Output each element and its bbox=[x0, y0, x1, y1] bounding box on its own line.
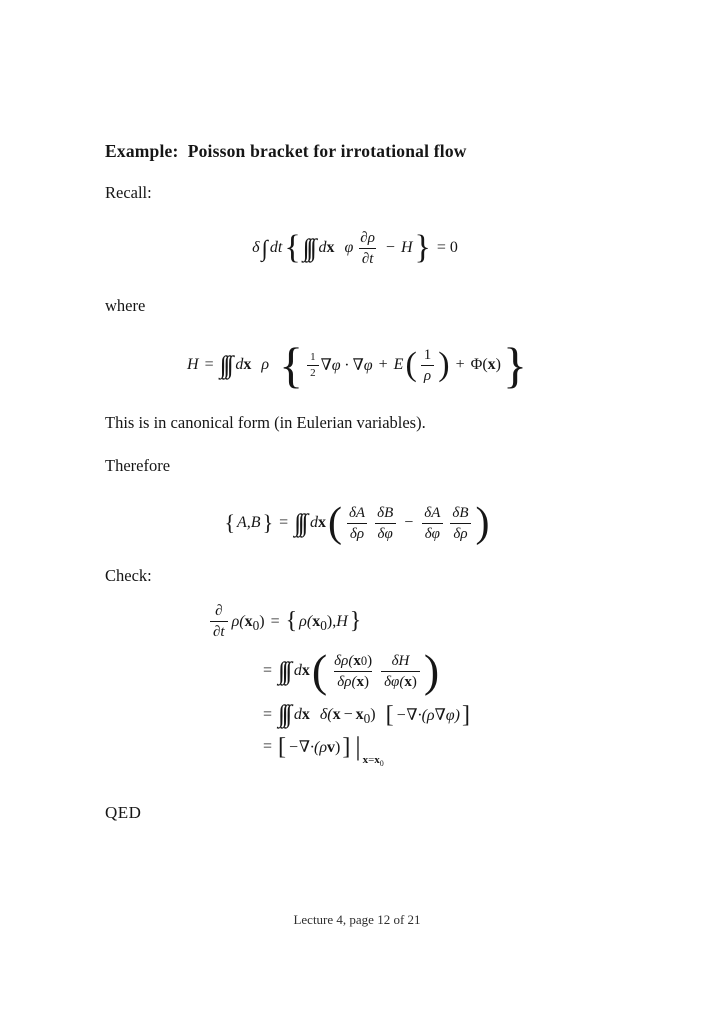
right-paren: ) bbox=[367, 652, 373, 669]
right-paren: ) bbox=[411, 673, 417, 690]
right-brace: } bbox=[262, 509, 274, 535]
vector-x: x bbox=[356, 673, 364, 690]
math-token: d bbox=[293, 662, 302, 680]
internal-energy-symbol: E bbox=[393, 356, 404, 373]
potential-term bbox=[471, 356, 501, 374]
hamiltonian-symbol: H bbox=[400, 239, 413, 256]
vector-x: x bbox=[362, 754, 369, 767]
check-line-3 bbox=[263, 702, 471, 727]
fraction-denominator: δρ bbox=[347, 523, 367, 543]
fraction-drho-dt bbox=[357, 229, 378, 268]
dx-token bbox=[235, 356, 251, 374]
minus-sign: − bbox=[404, 514, 414, 531]
therefore-label: Therefore bbox=[105, 456, 171, 475]
check-line-2 bbox=[263, 645, 471, 696]
check-line-4 bbox=[263, 732, 471, 769]
delta-function-token bbox=[320, 706, 376, 724]
fraction-denominator: 2 bbox=[307, 365, 319, 379]
triple-integral-sign: ∫∫∫ bbox=[278, 701, 289, 729]
bracket-arguments: A,B bbox=[237, 514, 261, 531]
vector-x: x bbox=[312, 612, 321, 630]
vector-x: x bbox=[353, 652, 361, 669]
fraction-numerator: 1 bbox=[310, 351, 316, 364]
big-left-paren: ( bbox=[405, 346, 417, 384]
big-right-paren: ) bbox=[423, 645, 440, 696]
subscript-zero: 0 bbox=[320, 617, 327, 633]
plus-sign: + bbox=[378, 356, 388, 373]
big-right-brace: } bbox=[414, 229, 431, 267]
vector-x: x bbox=[374, 754, 380, 767]
fraction-denominator: δφ bbox=[375, 523, 396, 543]
rho-symbol: ρ bbox=[261, 356, 270, 373]
fraction-denominator: δρ bbox=[450, 523, 470, 543]
math-token: δρ( bbox=[337, 673, 357, 690]
math-token: −∇·(ρ bbox=[288, 739, 328, 757]
fraction-numerator: δB bbox=[452, 504, 469, 521]
vector-x: x bbox=[243, 356, 252, 373]
math-token: dt bbox=[269, 239, 283, 256]
fraction-one-over-rho bbox=[421, 346, 435, 385]
fraction-numerator: δA bbox=[348, 504, 366, 521]
left-bracket: [ bbox=[385, 701, 394, 728]
equals-sign: = bbox=[263, 738, 273, 756]
divergence-rho-v-token bbox=[288, 737, 340, 757]
divergence-term: −∇·(ρ∇φ) bbox=[395, 706, 460, 724]
vector-x: x bbox=[326, 239, 335, 256]
vector-x: x bbox=[317, 514, 326, 531]
left-brace: { bbox=[224, 509, 236, 535]
dx-token bbox=[294, 706, 310, 724]
math-token: d bbox=[318, 239, 327, 256]
equals-sign: = bbox=[204, 356, 214, 373]
math-token: ρ( bbox=[299, 612, 313, 630]
fraction-drho-x0-drho-x bbox=[331, 652, 375, 691]
big-right-brace: } bbox=[502, 337, 527, 393]
page-footer: Lecture 4, page 12 of 21 bbox=[293, 912, 421, 927]
check-label: Check: bbox=[105, 566, 152, 585]
subscript-zero: 0 bbox=[363, 711, 371, 726]
equation-hamiltonian bbox=[0, 328, 714, 402]
right-paren: ) bbox=[259, 612, 265, 630]
Phi-symbol: Φ bbox=[470, 356, 483, 373]
vector-x: x bbox=[301, 662, 310, 680]
fraction-denominator: ∂t bbox=[210, 621, 228, 641]
subscript-zero: 0 bbox=[379, 759, 384, 769]
big-right-paren: ) bbox=[438, 346, 450, 384]
fraction-dB-dphi bbox=[374, 504, 396, 543]
fraction-denominator: ρ bbox=[421, 365, 434, 385]
fraction-dA-dphi bbox=[421, 504, 443, 543]
fraction-numerator: δH bbox=[391, 652, 410, 669]
big-left-brace: { bbox=[279, 337, 304, 393]
fraction-numerator: δA bbox=[424, 504, 441, 521]
grad-phi-term: ∇φ · ∇φ bbox=[320, 357, 373, 374]
fraction-numerator: ∂ bbox=[215, 603, 223, 619]
vector-x: x bbox=[332, 705, 341, 723]
equals-sign: = bbox=[263, 705, 273, 723]
math-token: d bbox=[235, 356, 244, 373]
triple-integral-sign: ∫∫∫ bbox=[294, 509, 305, 537]
equation-poisson-bracket bbox=[0, 492, 714, 554]
dx-token bbox=[310, 514, 326, 532]
equals-sign: = bbox=[279, 514, 289, 531]
canonical-form-text: This is in canonical form (in Eulerian variables). bbox=[105, 413, 426, 432]
equation-variational-principle bbox=[0, 219, 714, 277]
right-bracket: ] bbox=[461, 701, 470, 728]
hamiltonian-symbol: H bbox=[336, 612, 348, 630]
integral-sign: ∫ bbox=[261, 235, 268, 261]
math-token: ρ( bbox=[231, 612, 245, 630]
big-left-paren: ( bbox=[311, 645, 328, 696]
fraction-denominator: δφ bbox=[422, 523, 443, 543]
equals-sign: = bbox=[263, 662, 273, 680]
page-title: Example: Poisson bracket for irrotational flow bbox=[105, 141, 467, 161]
fraction-d-dt bbox=[210, 602, 228, 641]
math-token: ), bbox=[326, 612, 337, 630]
minus-sign: − bbox=[343, 705, 353, 723]
fraction-numerator: δB bbox=[377, 504, 394, 521]
equals-zero: = 0 bbox=[436, 239, 458, 256]
rho-x0-token bbox=[232, 613, 265, 631]
triple-integral-sign: ∫∫∫ bbox=[278, 657, 289, 685]
vector-x: x bbox=[244, 612, 253, 630]
fraction-denominator: ∂t bbox=[359, 248, 377, 268]
fraction-dA-drho bbox=[346, 504, 368, 543]
left-bracket: [ bbox=[278, 734, 287, 761]
right-bracket: ] bbox=[342, 734, 351, 761]
vector-x: x bbox=[355, 705, 364, 723]
math-token: d bbox=[309, 514, 318, 531]
phi-symbol: φ bbox=[344, 239, 354, 256]
math-token: d bbox=[293, 705, 302, 723]
dx-token bbox=[294, 662, 310, 680]
evaluated-at-subscript bbox=[362, 754, 384, 769]
right-paren: ) bbox=[363, 673, 369, 690]
subscript-zero: 0 bbox=[252, 617, 260, 633]
hamiltonian-symbol: H bbox=[187, 356, 199, 373]
dx-token bbox=[318, 239, 334, 257]
right-paren: ) bbox=[495, 356, 501, 373]
big-right-paren: ) bbox=[475, 499, 490, 546]
equals-sign: = bbox=[270, 612, 280, 630]
triple-integral-sign: ∫∫∫ bbox=[219, 351, 231, 379]
check-line-1 bbox=[207, 602, 471, 641]
plus-sign: + bbox=[455, 356, 465, 373]
check-derivation-block bbox=[207, 602, 471, 769]
left-paren: ( bbox=[482, 356, 488, 373]
minus-sign: − bbox=[385, 239, 395, 256]
triple-integral-sign: ∫∫∫ bbox=[302, 234, 314, 262]
math-token: δρ( bbox=[334, 652, 354, 669]
left-brace: { bbox=[285, 608, 298, 635]
evaluation-bar: | bbox=[355, 732, 361, 762]
big-left-paren: ( bbox=[327, 499, 342, 546]
math-token: δ( bbox=[319, 705, 333, 723]
delta-symbol: δ bbox=[252, 239, 260, 256]
bracket-contents bbox=[299, 613, 348, 631]
fraction-denominator bbox=[381, 671, 420, 691]
math-token: δφ( bbox=[384, 673, 405, 690]
fraction-one-half bbox=[307, 351, 319, 378]
vector-x: x bbox=[404, 673, 412, 690]
fraction-dH-dphi-x bbox=[381, 652, 420, 691]
vector-x: x bbox=[301, 705, 310, 723]
vector-x: x bbox=[487, 356, 496, 373]
fraction-numerator: ∂ρ bbox=[360, 229, 375, 246]
right-paren: ) bbox=[335, 739, 341, 757]
where-label: where bbox=[105, 296, 146, 315]
right-brace: } bbox=[349, 608, 362, 635]
right-paren: ) bbox=[370, 705, 376, 723]
vector-v: v bbox=[327, 739, 336, 757]
fraction-numerator: δρ( x 0 ) bbox=[334, 652, 373, 669]
fraction-denominator bbox=[334, 671, 372, 691]
big-left-brace: { bbox=[284, 229, 301, 267]
recall-label: Recall: bbox=[105, 183, 152, 202]
qed-label: QED bbox=[105, 803, 142, 822]
fraction-dB-drho bbox=[449, 504, 471, 543]
fraction-numerator: 1 bbox=[423, 346, 432, 363]
equals-sign: = bbox=[368, 754, 375, 767]
